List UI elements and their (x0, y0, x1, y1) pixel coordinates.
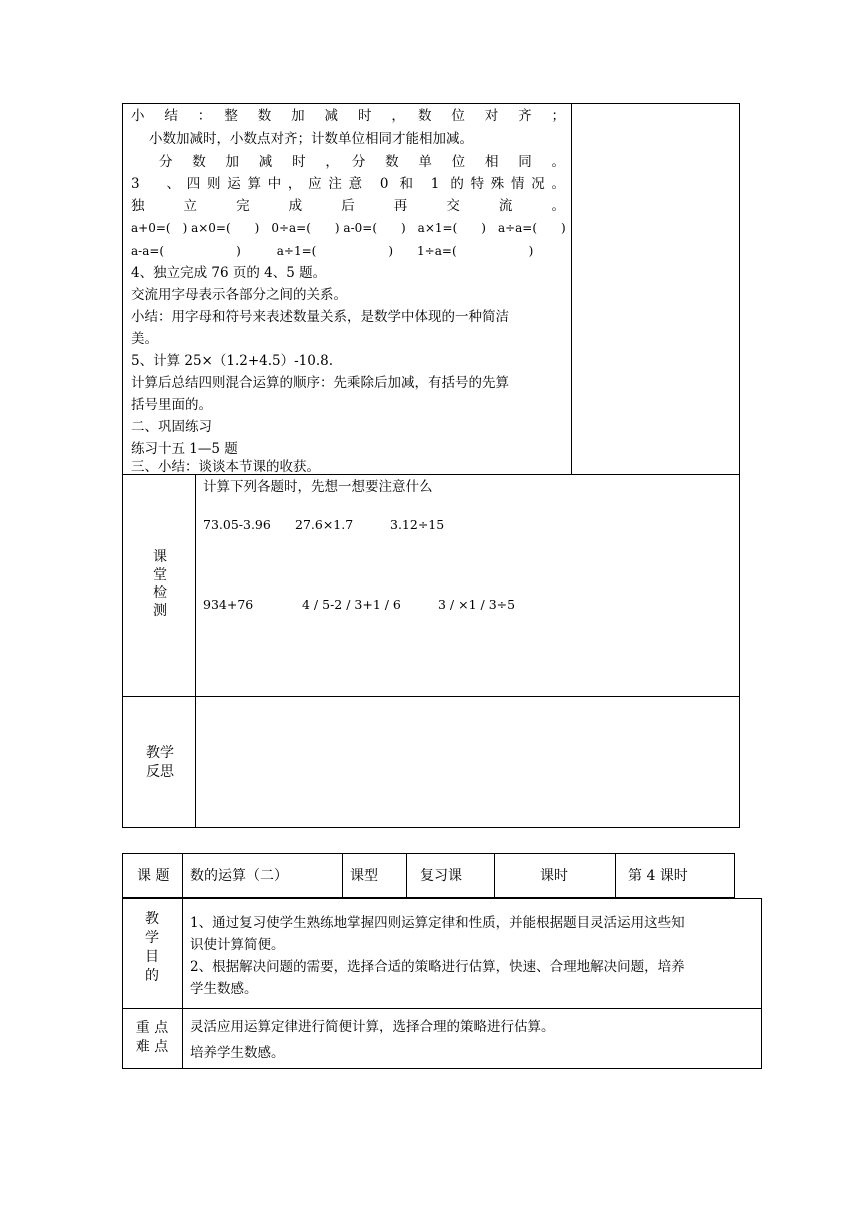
goal-line: 学生数感。 (190, 981, 258, 997)
exercise: 27.6×1.7 (295, 517, 354, 532)
divider (182, 853, 183, 898)
summary-line: 分 数 加 减 时 ， 分 数 单 位 相 同 。 (159, 154, 565, 170)
exercise: 934+76 (203, 597, 254, 612)
divider (122, 696, 740, 697)
divider (571, 103, 572, 475)
goal-line: 识使计算简便。 (190, 937, 285, 953)
period-value: 第 4 课时 (628, 868, 688, 884)
task-line: 小结：用字母和符号来表述数量关系，是数学中体现的一种简洁 (131, 309, 509, 325)
goal-label: 教 学 目 的 (145, 911, 159, 984)
topic-label: 课 题 (137, 868, 170, 884)
key-line: 培养学生数感。 (190, 1045, 285, 1061)
check-prompt: 计算下列各题时，先想一想要注意什么 (203, 479, 433, 495)
task-line: 5、计算 25×（1.2+4.5）-10.8. (131, 353, 334, 369)
exercise: 3 / ×1 / 3÷5 (438, 597, 516, 612)
formula-line: a-a=( ) a÷1=( ) 1÷a=( ) (131, 244, 534, 258)
goal-line: 1、通过复习使学生熟练地掌握四则运算定律和性质，并能根据题目灵活运用这些知 (190, 915, 685, 931)
key-label: 重 点 难 点 (135, 1020, 169, 1055)
section-heading: 三、小结：谈谈本节课的收获。 (131, 459, 320, 475)
task-line: 括号里面的。 (131, 397, 212, 413)
formula-line: a+0=( ) a×0=( ) 0÷a=( ) a-0=( ) a×1=( ) a÷a=( ) (131, 221, 566, 235)
divider (406, 853, 407, 898)
divider (615, 853, 616, 898)
type-value: 复习课 (420, 868, 462, 884)
period-label: 课时 (540, 868, 568, 884)
task-line: 美。 (131, 331, 158, 347)
summary-line: 小 结 ： 整 数 加 减 时 ， 数 位 对 齐 ； (131, 108, 565, 124)
check-label: 课 堂 检 测 (153, 549, 167, 619)
divider (195, 474, 196, 828)
task-line: 练习十五 1—5 题 (131, 441, 238, 457)
divider (342, 853, 343, 898)
divider (122, 1008, 762, 1009)
section-heading: 二、巩固练习 (131, 419, 212, 435)
topic-value: 数的运算（二） (190, 868, 288, 884)
summary-line: 3 、四则运算中，应注意 0 和 1 的特殊情况。 (131, 176, 565, 192)
goal-line: 2、根据解决问题的需要，选择合适的策略进行估算，快速、合理地解决问题，培养 (190, 959, 685, 975)
task-line: 计算后总结四则混合运算的顺序：先乘除后加减，有括号的先算 (131, 375, 509, 391)
type-label: 课型 (350, 868, 378, 884)
summary-line: 小数加减时，小数点对齐；计数单位相同才能相加减。 (149, 131, 473, 147)
divider (494, 853, 495, 898)
divider (182, 898, 183, 1069)
exercise: 3.12÷15 (390, 517, 445, 532)
summary-line: 独 立 完 成 后 再 交 流 。 (131, 198, 565, 214)
task-line: 交流用字母表示各部分之间的关系。 (131, 287, 347, 303)
reflection-label: 教学 反思 (146, 745, 174, 780)
key-line: 灵活应用运算定律进行简便计算，选择合理的策略进行估算。 (190, 1019, 555, 1035)
exercise: 4 / 5-2 / 3+1 / 6 (302, 597, 401, 612)
task-line: 4、独立完成 76 页的 4、5 题。 (131, 265, 327, 281)
exercise: 73.05-3.96 (203, 517, 271, 532)
